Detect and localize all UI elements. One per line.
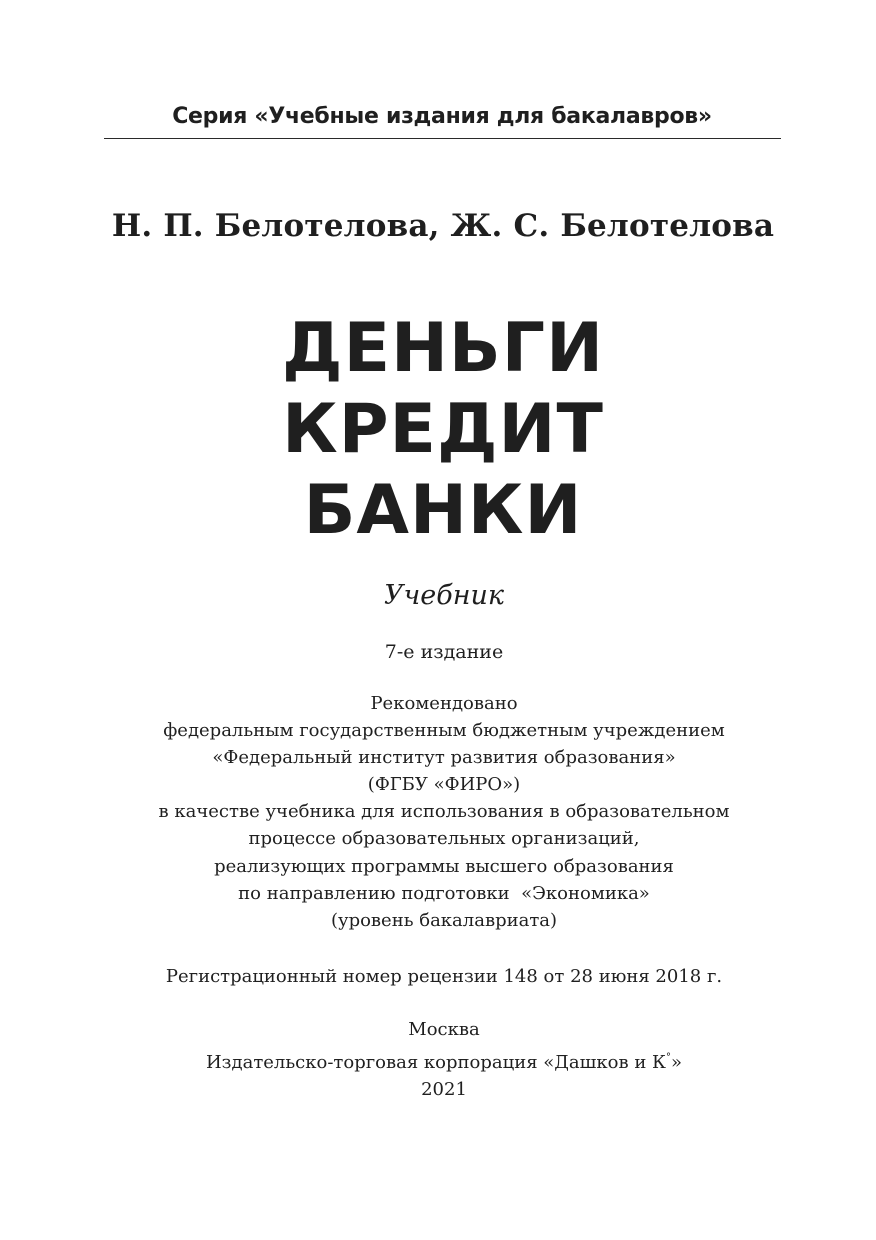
publisher-close-quote: »: [671, 1051, 683, 1073]
book-title: [0, 308, 876, 551]
recommendation-line: процессе образовательных организаций,: [248, 828, 640, 850]
title-line-3: БАНКИ: [303, 471, 583, 550]
series-divider: [104, 138, 781, 139]
recommendation-line: Рекомендовано: [370, 693, 518, 714]
imprint-block: [0, 1016, 876, 1104]
imprint-publisher: [0, 1044, 876, 1077]
title-line-2: КРЕДИТ: [282, 390, 604, 469]
edition-label: 7-е издание: [384, 641, 504, 663]
genre-label: Учебник: [383, 580, 505, 611]
recommendation-line: реализующих программы высшего образования: [214, 855, 674, 877]
recommendation-line: (уровень бакалавриата): [330, 909, 558, 931]
imprint-city: Москва: [408, 1019, 480, 1040]
recommendation-line: по направлению подготовки «Экономика»: [238, 882, 650, 904]
recommendation-block: [0, 690, 876, 934]
recommendation-line: федеральным государственным бюджетным учреждением: [163, 720, 725, 742]
recommendation-line: «Федеральный институт развития образования»: [212, 747, 676, 769]
registration-number: Регистрационный номер рецензии 148 от 28 июня 2018 г.: [165, 966, 723, 987]
title-line-1: ДЕНЬГИ: [282, 309, 604, 388]
publisher-name: Издательско-торговая корпорация «Дашков и К: [205, 1051, 666, 1073]
recommendation-line: (ФГБУ «ФИРО»): [367, 774, 521, 796]
authors: Н. П. Белотелова, Ж. С. Белотелова: [111, 208, 775, 244]
series-name: Серия «Учебные издания для бакалавров»: [172, 104, 712, 129]
publisher-degree-mark: °: [666, 1051, 671, 1063]
imprint-year: 2021: [421, 1079, 467, 1100]
recommendation-line: в качестве учебника для использования в образовательном: [158, 801, 730, 823]
